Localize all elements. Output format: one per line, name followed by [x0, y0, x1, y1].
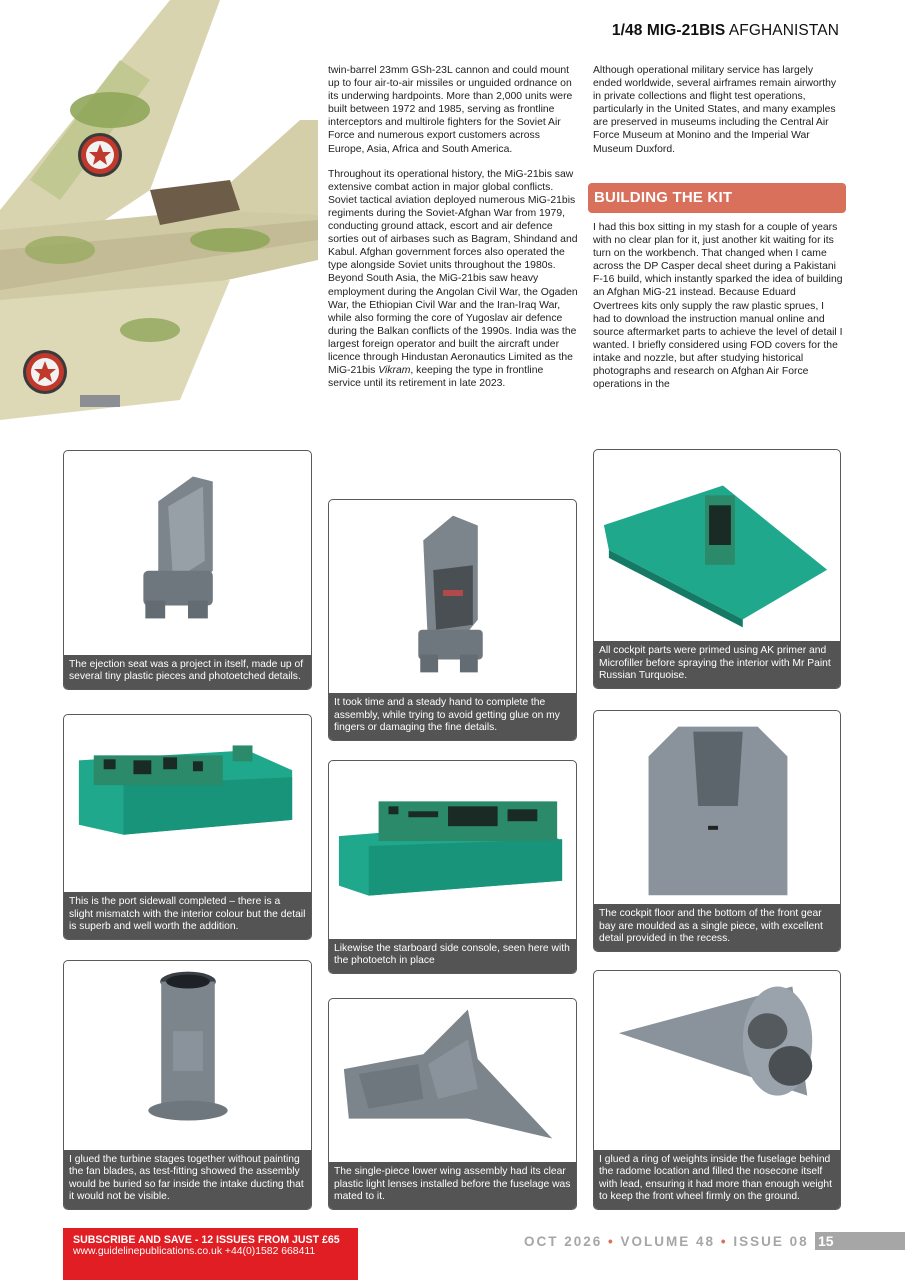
article-italic-term: Vikram	[378, 365, 411, 377]
photo-caption: All cockpit parts were primed using AK primer and Microfiller before spraying the interior with Mr Paint Russian Turquoise.	[594, 641, 840, 688]
photo-caption: The single-piece lower wing assembly had its clear plastic light lenses installed before the fuselage was mated to it.	[329, 1162, 576, 1209]
photo-caption: I glued the turbine stages together without painting the fan blades, as test-fitting showed the assembly would be buried so far inside the intake ducting that it would not be visible.	[64, 1150, 311, 1209]
photo-starboard-console	[328, 760, 577, 974]
photo-seat-assembly	[328, 499, 577, 741]
hero-aircraft-image	[0, 0, 318, 430]
photo-port-sidewall	[63, 714, 312, 940]
photo-cockpit-primed	[593, 449, 841, 689]
section-heading: BUILDING THE KIT	[588, 183, 846, 213]
header-title-bold: 1/48 MIG-21BIS	[611, 22, 726, 39]
photo-caption: Likewise the starboard side console, seen here with the photoetch in place	[329, 939, 576, 973]
photo-turbine	[63, 960, 312, 1210]
photo-caption: It took time and a steady hand to complete the assembly, while trying to avoid getting glue on my fingers or damaging the fine details.	[329, 693, 576, 740]
subscribe-banner[interactable]	[63, 1228, 358, 1280]
article-column-right-kit	[593, 221, 843, 403]
photo-nosecone	[593, 970, 841, 1210]
article-text-segment: Throughout its operational history, the MiG-21bis saw extensive combat action in major global conflicts. Soviet tactical aviation deployed numerous MiG-21bis regiments during the Soviet-Afghan War from 1979, conducting ground attack, escort and air defence sorties out of airbases such as Bagram, Shindand and Kabul. Afghan government forces also operated the type alongside Soviet units throughout the 1980s. Beyond South Asia, the MiG-21bis saw heavy employment during the Angolan Civil War, the Ogaden War, the Ethiopian Civil War and the Iran-Iraq War, while also forming the core of Yugoslav air defence during the Balkan conflicts of the 1990s. India was the largest foreign operator and built the aircraft under licence through Hindustan Aeronautics Limited as the MiG-21bis	[328, 168, 578, 377]
photo-ejection-seat	[63, 450, 312, 690]
article-paragraph: Although operational military service has largely ended worldwide, several airframes remain airworthy in private collections and flight test operations, particularly in the United States, and many examples are preserved in museums including the Central Air Force Museum at Monino and the Imperial War Museum Duxford.	[593, 65, 837, 155]
photo-lower-wing	[328, 998, 577, 1210]
article-paragraph: I had this box sitting in my stash for a couple of years with no clear plan for it, just another kit waiting for its turn on the workbench. That changed when I came across the DP Casper decal sheet during a Pakistani F-16 build, which instantly sparked the idea of building an Afghan MiG-21 instead. Because Eduard Overtrees kits only supply the raw plastic sprues, I had to download the instruction manual online and source aftermarket parts to achieve the level of detail I wanted. I briefly considered using FOD covers for the intake and nozzle, but after studying historical photographs and research on Afghan Air Force operations in the	[593, 222, 843, 391]
article-text-segment: , keeping the type in frontline service until its retirement in late 2023.	[328, 365, 544, 390]
photo-caption: I glued a ring of weights inside the fuselage behind the radome location and filled the nosecone itself with lead, ensuring it had more than enough weight to keep the front wheel firmly on the ground.	[594, 1150, 840, 1209]
article-paragraph	[328, 168, 578, 391]
photo-caption: The cockpit floor and the bottom of the front gear bay are moulded as a single piece, with excellent detail provided in the recess.	[594, 904, 840, 951]
magazine-header	[612, 22, 839, 40]
issue-month: OCT 2026	[524, 1234, 603, 1249]
article-column-middle	[328, 64, 578, 402]
page-number: 15	[818, 1233, 834, 1249]
photo-cockpit-floor	[593, 710, 841, 952]
article-paragraph: twin-barrel 23mm GSh-23L cannon and could mount up to four air-to-air missiles or unguided ordnance on its underwing hardpoints. More than 2,000 units were built between 1972 and 1985, serving as frontline interceptors and multirole fighters for the Soviet Air Force and numerous export customers across Europe, Asia, Africa and South America.	[328, 65, 573, 155]
photo-caption: The ejection seat was a project in itself, made up of several tiny plastic pieces and photoetched details.	[64, 655, 311, 689]
separator-dot: •	[720, 1234, 728, 1249]
header-title-rest: AFGHANISTAN	[725, 22, 839, 39]
issue-info	[524, 1234, 809, 1249]
article-column-right	[593, 64, 843, 168]
subscribe-headline: SUBSCRIBE AND SAVE - 12 ISSUES FROM JUST £65	[73, 1234, 340, 1246]
photo-caption: This is the port sidewall completed – there is a slight mismatch with the interior colour but the detail is superb and well worth the addition.	[64, 892, 311, 939]
subscribe-contact[interactable]: www.guidelinepublications.co.uk +44(0)1582 668411	[73, 1246, 316, 1257]
separator-dot: •	[608, 1234, 615, 1249]
issue-number: ISSUE 08	[733, 1234, 809, 1249]
issue-volume: VOLUME 48	[620, 1234, 716, 1249]
